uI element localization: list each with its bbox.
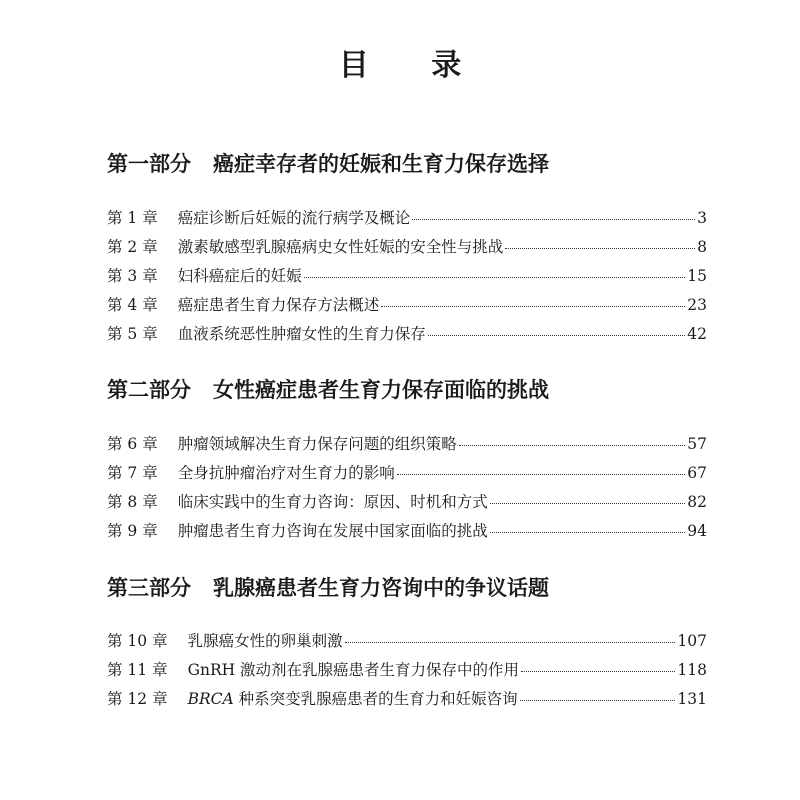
toc-entry[interactable] — [107, 658, 707, 682]
chapter-title: 妇科癌症后的妊娠 — [177, 267, 302, 285]
chapter-number: 第 10 章 — [107, 632, 168, 650]
toc-entry[interactable] — [107, 687, 707, 711]
dot-leader — [521, 671, 675, 672]
part-number: 第三部分 — [107, 576, 191, 600]
chapter-number: 第 4 章 — [107, 296, 158, 314]
chapter-title: 癌症患者生育力保存方法概述 — [177, 296, 380, 314]
chapter-page: 67 — [687, 464, 707, 482]
chapter-number: 第 1 章 — [107, 209, 158, 227]
dot-leader — [428, 335, 686, 336]
toc-entry[interactable] — [107, 293, 707, 317]
chapter-number: 第 9 章 — [107, 522, 158, 540]
chapter-title — [188, 687, 518, 709]
chapter-title: 癌症诊断后妊娠的流行病学及概论 — [177, 209, 411, 227]
dot-leader — [412, 219, 695, 220]
chapter-title: 临床实践中的生育力咨询：原因、时机和方式 — [177, 493, 488, 511]
chapter-page: 94 — [687, 522, 707, 540]
chapter-number: 第 5 章 — [107, 325, 158, 343]
part-title: 癌症幸存者的妊娠和生育力保存选择 — [213, 152, 549, 176]
chapter-title-rest: 种系突变乳腺癌患者的生育力和妊娠咨询 — [233, 690, 518, 708]
chapter-title: 全身抗肿瘤治疗对生育力的影响 — [177, 464, 395, 482]
chapter-page: 57 — [687, 435, 707, 453]
dot-leader — [490, 532, 686, 533]
chapter-number: 第 2 章 — [107, 238, 158, 256]
dot-leader — [490, 503, 686, 504]
chapter-title: GnRH 激动剂在乳腺癌患者生育力保存中的作用 — [187, 661, 520, 679]
chapter-page: 42 — [687, 325, 707, 343]
dot-leader — [345, 642, 676, 643]
part-heading — [107, 572, 549, 602]
chapter-title: 激素敏感型乳腺癌病史女性妊娠的安全性与挑战 — [177, 238, 504, 256]
toc-entry[interactable] — [107, 264, 707, 288]
chapter-number: 第 3 章 — [107, 267, 158, 285]
page-title: 目 录 — [338, 48, 488, 83]
toc-entry[interactable] — [107, 206, 707, 230]
chapter-title: 肿瘤领域解决生育力保存问题的组织策略 — [177, 435, 457, 453]
dot-leader — [505, 248, 695, 249]
dot-leader — [381, 306, 685, 307]
part-number: 第一部分 — [107, 152, 191, 176]
toc-entry[interactable] — [107, 490, 707, 514]
chapter-page: 131 — [677, 690, 707, 708]
toc-entry[interactable] — [107, 629, 707, 653]
chapter-title: 乳腺癌女性的卵巢刺激 — [187, 632, 343, 650]
chapter-number: 第 6 章 — [107, 435, 158, 453]
part-title: 乳腺癌患者生育力咨询中的争议话题 — [213, 576, 549, 600]
chapter-page: 82 — [687, 493, 707, 511]
chapter-number: 第 8 章 — [107, 493, 158, 511]
gene-name-italic: BRCA — [187, 690, 234, 708]
toc-entry[interactable] — [107, 322, 707, 346]
chapter-page: 107 — [677, 632, 707, 650]
chapter-title: 血液系统恶性肿瘤女性的生育力保存 — [177, 325, 426, 343]
toc-entry[interactable] — [107, 519, 707, 543]
toc-entry[interactable] — [107, 432, 707, 456]
part-number: 第二部分 — [107, 378, 191, 402]
chapter-page: 8 — [697, 238, 707, 256]
toc-entry[interactable] — [107, 235, 707, 259]
part-heading — [107, 148, 549, 178]
chapter-number: 第 12 章 — [107, 690, 168, 708]
dot-leader — [520, 700, 676, 701]
part-heading — [107, 374, 549, 404]
chapter-page: 15 — [687, 267, 707, 285]
chapter-number: 第 7 章 — [107, 464, 158, 482]
dot-leader — [397, 474, 686, 475]
chapter-number: 第 11 章 — [107, 661, 168, 679]
chapter-title: 肿瘤患者生育力咨询在发展中国家面临的挑战 — [177, 522, 488, 540]
dot-leader — [304, 277, 686, 278]
chapter-page: 23 — [687, 296, 707, 314]
toc-entry[interactable] — [107, 461, 707, 485]
chapter-page: 118 — [677, 661, 707, 679]
part-title: 女性癌症患者生育力保存面临的挑战 — [213, 378, 549, 402]
dot-leader — [459, 445, 686, 446]
chapter-page: 3 — [697, 209, 707, 227]
